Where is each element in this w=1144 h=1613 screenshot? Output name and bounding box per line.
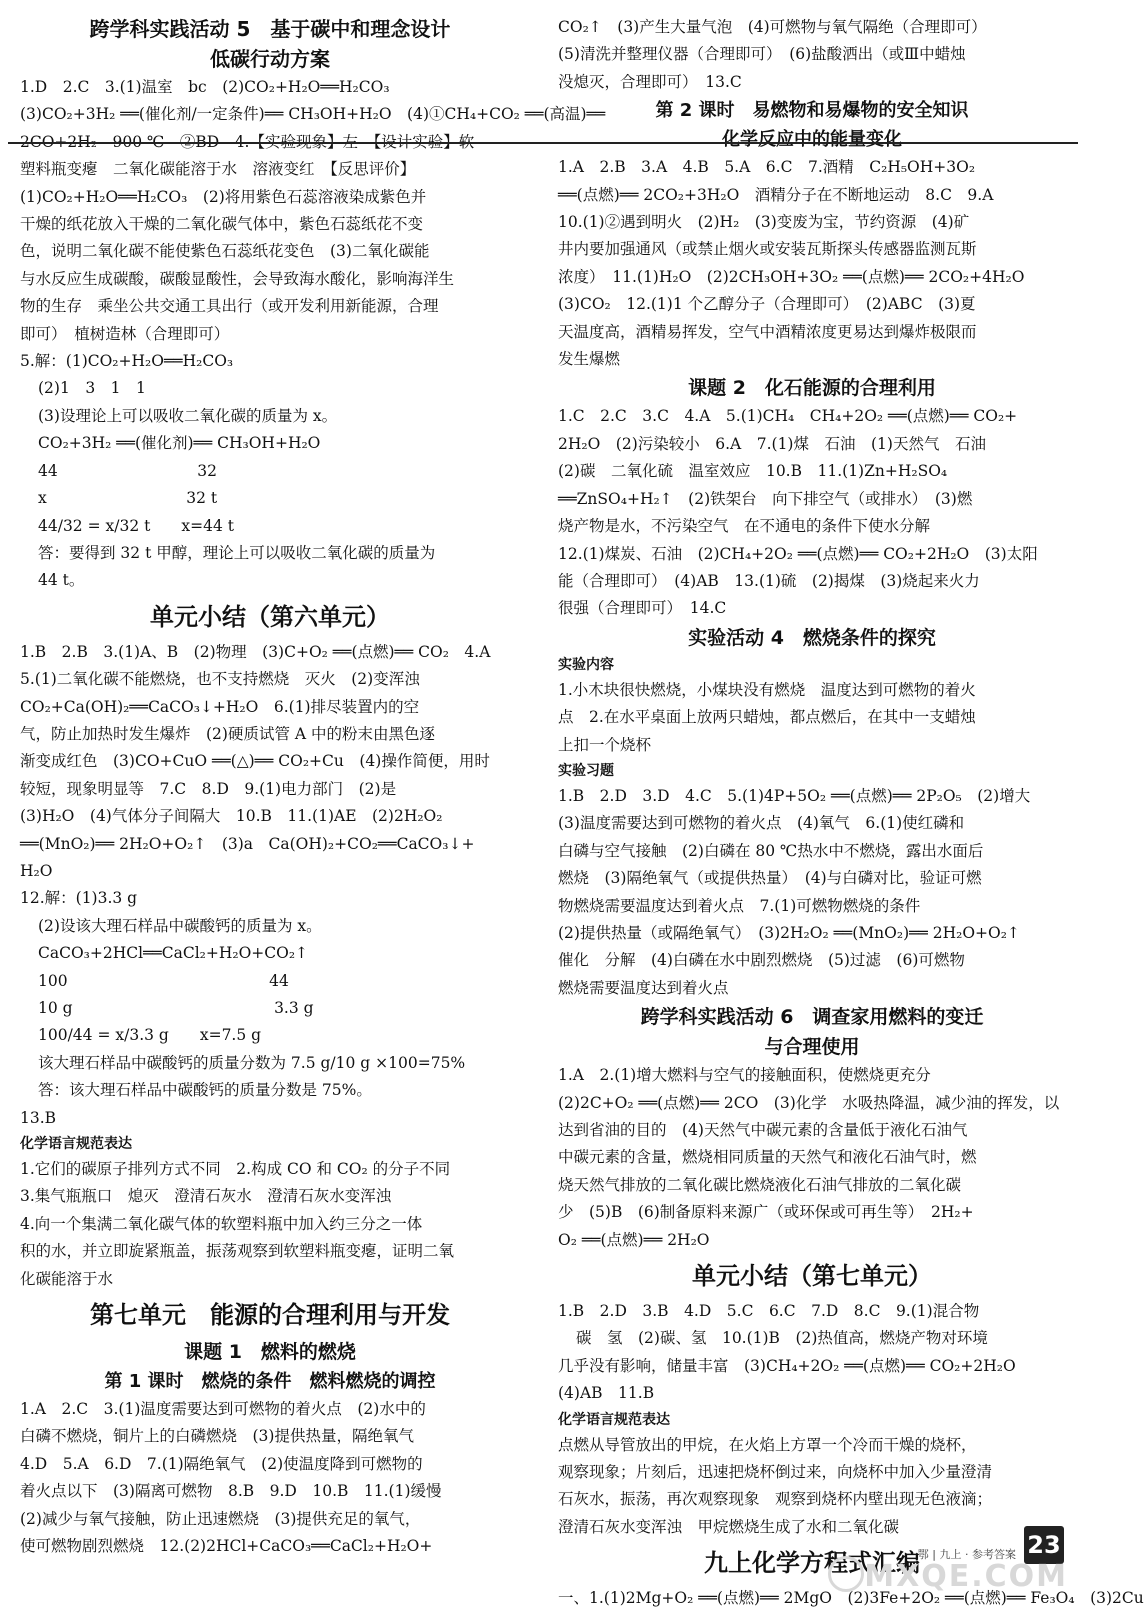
answer-line: 能（合理即可） (4)AB 13.(1)硫 (2)揭煤 (3)烧起来火力 xyxy=(558,571,980,590)
answer-line: CO₂+3H₂ ══(催化剂)══ CH₃OH+H₂O xyxy=(38,434,321,453)
answer-line: 干燥的纸花放入干燥的二氧化碳气体中，紫色石蕊纸花不变 xyxy=(20,215,424,234)
watermark: MXQE.COM xyxy=(864,1559,1068,1594)
answer-line: 44/32 = x/32 t x=44 t xyxy=(38,516,234,535)
answer-line: 发生爆燃 xyxy=(558,350,621,369)
answer-line: ══ZnSO₄+H₂↑ (2)铁架台 向下排空气（或排水） (3)燃 xyxy=(558,489,973,508)
answer-line: 点 2.在水平桌面上放两只蜡烛，都点燃后，在其中一支蜡烛 xyxy=(558,708,976,727)
answer-line: 1.A 2.(1)增大燃料与空气的接触面积，使燃烧更充分 xyxy=(558,1066,931,1085)
subsection-heading: 实验习题 xyxy=(558,762,614,779)
answer-line: 没熄灭，合理即可） 13.C xyxy=(558,72,742,91)
answer-line: 中碳元素的含量，燃烧相同质量的天然气和液化石油气时，燃 xyxy=(558,1148,977,1167)
right-column xyxy=(558,14,1144,1613)
answer-line: (3)H₂O (4)气体分子间隔大 10.B 11.(1)AE (2)2H₂O₂ xyxy=(20,807,443,826)
section-title: 跨学科实践活动 5 基于碳中和理念设计 xyxy=(89,17,451,41)
answer-line: 与水反应生成碳酸，碳酸显酸性，会导致海水酸化，影响海洋生 xyxy=(20,269,455,288)
watermark-icon xyxy=(828,1556,864,1592)
answer-line: 上扣一个烧杯 xyxy=(558,735,652,754)
answer-line: 2CO+2H₂ 900 ℃ ②BD 4.【实验现象】左 【设计实验】软 xyxy=(20,132,475,151)
answer-line: 1.B 2.D 3.D 4.C 5.(1)4P+5O₂ ══(点燃)══ 2P₂O₅ (2)增大 xyxy=(558,786,1031,805)
answer-line: 4.D 5.A 6.D 7.(1)隔绝氧气 (2)使温度降到可燃物的 xyxy=(20,1454,423,1473)
unit-title: 第七单元 能源的合理利用与开发 xyxy=(90,1301,450,1330)
subsection-heading: 实验内容 xyxy=(558,656,614,673)
answer-line: 一、1.(1)2Mg+O₂ ══(点燃)══ 2MgO (2)3Fe+2O₂ ══(点燃)══ Fe₃O₄ (3)2Cu xyxy=(558,1589,1144,1608)
answer-line: 燃烧 (3)隔绝氧气（或提供热量） (4)与白磷对比，验证可燃 xyxy=(558,869,982,888)
answer-line: 1.C 2.C 3.C 4.A 5.(1)CH₄ CH₄+2O₂ ══(点燃)══ CO₂+ xyxy=(558,407,1018,426)
answer-line: (2)减少与氧气接触，防止迅速燃烧 (3)提供充足的氧气， xyxy=(20,1509,421,1528)
answer-line: (2)1 3 1 1 xyxy=(38,379,146,398)
period-title: 化学反应中的能量变化 xyxy=(722,129,902,151)
answer-line: 观察现象；片刻后，迅速把烧杯倒过来，向烧杯中加入少量澄清 xyxy=(558,1463,993,1482)
answer-line: 即可） 植树造林（合理即可） xyxy=(20,324,230,343)
answer-line: CO₂↑ (3)产生大量气泡 (4)可燃物与氧气隔绝（合理即可） xyxy=(558,18,987,36)
answer-line: 12.(1)煤炭、石油 (2)CH₄+2O₂ ══(点燃)══ CO₂+2H₂O (3)太阳 xyxy=(558,544,1038,563)
answer-line: H₂O xyxy=(20,861,53,880)
answer-line: 物燃烧需要温度达到着火点 7.(1)可燃物燃烧的条件 xyxy=(558,896,921,915)
answer-line: (2)提供热量（或隔绝氧气） (3)2H₂O₂ ══(MnO₂)══ 2H₂O+O₂↑ xyxy=(558,923,1020,942)
answer-line: 44 t。 xyxy=(38,571,85,590)
unit-title: 单元小结（第七单元） xyxy=(692,1262,932,1291)
answer-line: 较短，现象明显等 7.C 8.D 9.(1)电力部门 (2)是 xyxy=(20,779,397,798)
answer-line: (2)2C+O₂ ══(点燃)══ 2CO (3)化学 水吸热降温，减少油的挥发，以 xyxy=(558,1093,1060,1112)
answer-line: 12.解：(1)3.3 g xyxy=(20,889,138,908)
footer-text: 鄂 | 九上 · 参考答案 xyxy=(917,1548,1016,1561)
answer-line: 5.解：(1)CO₂+H₂O══H₂CO₃ xyxy=(20,352,234,371)
answer-line: ══(点燃)══ 2CO₂+3H₂O 酒精分子在不断地运动 8.C 9.A xyxy=(558,185,994,204)
answer-line: (3)设理论上可以吸收二氧化碳的质量为 x。 xyxy=(38,406,338,425)
lesson-title: 实验活动 4 燃烧条件的探究 xyxy=(688,626,936,649)
answer-line: 渐变成红色 (3)CO+CuO ══(△)══ CO₂+Cu (4)操作简便，用时 xyxy=(20,752,490,771)
answer-line: 100/44 = x/3.3 g x=7.5 g xyxy=(38,1026,262,1045)
answer-line: 碳 氢 (2)碳、氢 10.(1)B (2)热值高，燃烧产物对环境 xyxy=(576,1329,988,1348)
header-divider xyxy=(8,142,1078,144)
answer-line: O₂ ══(点燃)══ 2H₂O xyxy=(558,1230,710,1249)
lesson-title: 跨学科实践活动 6 调查家用燃料的变迁 xyxy=(640,1006,984,1029)
answer-line: (5)清洗并整理仪器（合理即可） (6)盐酸洒出（或Ⅲ中蜡烛 xyxy=(558,45,966,64)
answer-line: 浓度） 11.(1)H₂O (2)2CH₃OH+3O₂ ══(点燃)══ 2CO₂+4H₂O xyxy=(558,267,1025,286)
answer-line: 几乎没有影响，储量丰富 (3)CH₄+2O₂ ══(点燃)══ CO₂+2H₂O xyxy=(558,1356,1016,1375)
answer-line: 烧天然气排放的二氧化碳比燃烧液化石油气排放的二氧化碳 xyxy=(558,1175,962,1194)
answer-line: (3)CO₂ 12.(1)1 个乙醇分子（合理即可） (2)ABC (3)夏 xyxy=(558,295,976,314)
answer-line: 少 (5)B (6)制备原料来源广（或环保或可再生等） 2H₂+ xyxy=(558,1203,974,1222)
answer-line: 1.B 2.D 3.B 4.D 5.C 6.C 7.D 8.C 9.(1)混合物 xyxy=(558,1302,980,1321)
answer-line: 催化 分解 (4)白磷在水中剧烈燃烧 (5)过滤 (6)可燃物 xyxy=(558,951,965,970)
lesson-title: 课题 2 化石能源的合理利用 xyxy=(688,377,936,400)
answer-line: (4)AB 11.B xyxy=(558,1384,655,1403)
unit-title: 九上化学方程式汇编 xyxy=(704,1549,920,1578)
answer-line: 化碳能溶于水 xyxy=(20,1269,114,1288)
answer-line: 点燃从导管放出的甲烷，在火焰上方罩一个冷而干燥的烧杯， xyxy=(558,1435,977,1454)
answer-line: 1.D 2.C 3.(1)温室 bc (2)CO₂+H₂O══H₂CO₃ xyxy=(20,78,390,96)
subsection-heading: 化学语言规范表达 xyxy=(558,1411,670,1428)
answer-line: 井内要加强通风（或禁止烟火或安装瓦斯探头传感器监测瓦斯 xyxy=(558,240,977,259)
answer-line: 色，说明二氧化碳不能使紫色石蕊纸花变色 (3)二氧化碳能 xyxy=(20,242,430,261)
answer-line: CO₂+Ca(OH)₂══CaCO₃↓+H₂O 6.(1)排尽装置内的空 xyxy=(20,697,420,716)
answer-line: 天温度高，酒精易挥发，空气中酒精浓度更易达到爆炸极限而 xyxy=(558,322,977,341)
answer-line: (3)温度需要达到可燃物的着火点 (4)氧气 6.(1)使红磷和 xyxy=(558,814,965,833)
answer-line: 答：该大理石样品中碳酸钙的质量分数是 75%。 xyxy=(38,1081,372,1100)
answer-line: 很强（合理即可） 14.C xyxy=(558,599,727,618)
answer-line: 积的水，并立即旋紧瓶盖，振荡观察到软塑料瓶变瘪，证明二氧 xyxy=(20,1242,455,1261)
period-title: 第 2 课时 易燃物和易爆物的安全知识 xyxy=(655,100,969,122)
lesson-title: 课题 1 燃料的燃烧 xyxy=(184,1341,356,1364)
answer-line: 达到省油的目的 (4)天然气中碳元素的含量低于液化石油气 xyxy=(558,1121,968,1139)
answer-line: 1.A 2.B 3.A 4.B 5.A 6.C 7.酒精 C₂H₅OH+3O₂ xyxy=(558,158,976,177)
answer-line: 4.向一个集满二氧化碳气体的软塑料瓶中加入约三分之一体 xyxy=(20,1214,423,1233)
answer-line: 该大理石样品中碳酸钙的质量分数为 7.5 g/10 g ×100=75% xyxy=(38,1053,466,1072)
lesson-title: 与合理使用 xyxy=(764,1036,860,1059)
answer-line: 10.(1)②遇到明火 (2)H₂ (3)变废为宝，节约资源 (4)矿 xyxy=(558,213,970,232)
answer-line: (2)设该大理石样品中碳酸钙的质量为 x。 xyxy=(38,916,322,935)
section-title: 低碳行动方案 xyxy=(210,47,330,71)
answer-line: 1.B 2.B 3.(1)A、B (2)物理 (3)C+O₂ ══(点燃)══ CO₂ 4.A xyxy=(20,642,491,661)
answer-line: CaCO₃+2HCl══CaCl₂+H₂O+CO₂↑ xyxy=(38,944,309,963)
answer-line: 澄清石灰水变浑浊 甲烷燃烧生成了水和二氧化碳 xyxy=(558,1517,900,1536)
period-title: 第 1 课时 燃烧的条件 燃料燃烧的调控 xyxy=(104,1371,436,1393)
answer-line: 13.B xyxy=(20,1108,57,1127)
answer-line: 石灰水，振荡，再次观察现象 观察到烧杯内壁出现无色液滴； xyxy=(558,1490,993,1509)
answer-line: 物的生存 乘坐公共交通工具出行（或开发利用新能源，合理 xyxy=(20,297,439,316)
answer-line: 燃烧需要温度达到着火点 xyxy=(558,978,729,997)
answer-line: 白磷不燃烧，铜片上的白磷燃烧 (3)提供热量，隔绝氧气 xyxy=(20,1427,414,1446)
answer-line: (3)CO₂+3H₂ ══(催化剂/一定条件)══ CH₃OH+H₂O (4)①CH₄+CO₂ ══(高温)══ xyxy=(20,105,606,124)
answer-line: x 32 t xyxy=(38,489,218,508)
answer-line: 白磷与空气接触 (2)白磷在 80 ℃热水中不燃烧，露出水面后 xyxy=(558,841,984,860)
answer-line: 3.集气瓶瓶口 熄灭 澄清石灰水 澄清石灰水变浑浊 xyxy=(20,1187,392,1206)
answer-line: 着火点以下 (3)隔离可燃物 8.B 9.D 10.B 11.(1)缓慢 xyxy=(20,1482,442,1501)
answer-line: 1.A 2.C 3.(1)温度需要达到可燃物的着火点 (2)水中的 xyxy=(20,1400,426,1419)
answer-line: 100 44 xyxy=(38,971,289,990)
answer-line: 5.(1)二氧化碳不能燃烧，也不支持燃烧 灭火 (2)变浑浊 xyxy=(20,670,420,689)
subsection-heading: 化学语言规范表达 xyxy=(20,1136,132,1153)
unit-title: 单元小结（第六单元） xyxy=(150,602,390,631)
answer-line: 答：要得到 32 t 甲醇，理论上可以吸收二氧化碳的质量为 xyxy=(38,543,436,562)
answer-line: (1)CO₂+H₂O══H₂CO₃ (2)将用紫色石蕊溶液染成紫色并 xyxy=(20,187,427,206)
answer-line: 44 32 xyxy=(38,461,217,480)
answer-line: ══(MnO₂)══ 2H₂O+O₂↑ (3)a Ca(OH)₂+CO₂══CaCO₃↓+ xyxy=(20,834,475,853)
answer-line: 气，防止加热时发生爆炸 (2)硬质试管 A 中的粉末由黑色逐 xyxy=(20,724,436,743)
answer-line: 10 g 3.3 g xyxy=(38,999,314,1017)
answer-line: 塑料瓶变瘪 二氧化碳能溶于水 溶液变红 【反思评价】 xyxy=(20,160,416,179)
answer-line: 1.它们的碳原子排列方式不同 2.构成 CO 和 CO₂ 的分子不同 xyxy=(20,1160,451,1179)
answer-line: 2H₂O (2)污染较小 6.A 7.(1)煤 石油 (1)天然气 石油 xyxy=(558,434,986,453)
answer-line: 1.小木块很快燃烧，小煤块没有燃烧 温度达到可燃物的着火 xyxy=(558,680,976,699)
answer-line: (2)碳 二氧化硫 温室效应 10.B 11.(1)Zn+H₂SO₄ xyxy=(558,462,948,481)
answer-line: 使可燃物剧烈燃烧 12.(2)2HCl+CaCO₃══CaCl₂+H₂O+ xyxy=(20,1537,433,1556)
answer-line: 烧产物是水，不污染空气 在不通电的条件下使水分解 xyxy=(558,517,931,536)
page-number: 23 xyxy=(1024,1526,1064,1564)
